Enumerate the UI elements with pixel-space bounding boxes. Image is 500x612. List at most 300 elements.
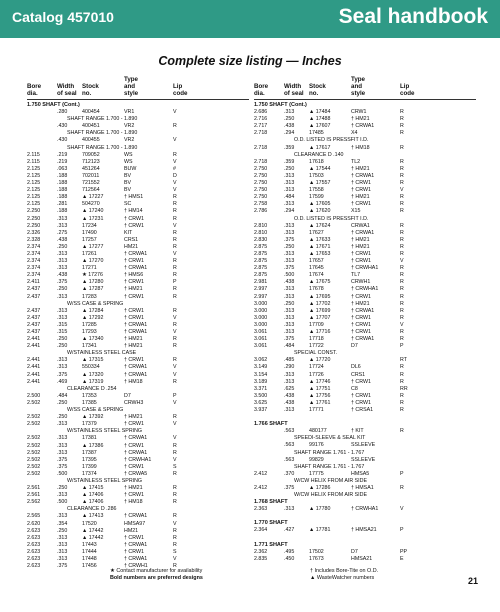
stock-cell: ▲ 17756 xyxy=(309,392,331,399)
width-cell: .313 xyxy=(57,421,68,428)
bore-cell: 3.061 xyxy=(254,336,268,343)
type-cell: † CRWHA1 xyxy=(351,286,379,293)
header-lip: Lip code xyxy=(173,83,188,97)
bore-cell: 2.502 xyxy=(27,435,41,442)
width-cell: .313 xyxy=(284,407,295,414)
table-row xyxy=(254,286,476,293)
type-cell: VR2 xyxy=(124,137,135,144)
table-row xyxy=(27,294,249,301)
table-row xyxy=(27,180,249,187)
stock-cell: 17448 xyxy=(82,556,97,562)
width-cell: .063 xyxy=(57,165,68,172)
lip-code-cell: V xyxy=(173,250,177,257)
header-width: Width of seal xyxy=(57,83,77,97)
note-text: W/STAINLESS STEEL SPRING xyxy=(67,477,143,484)
table-row xyxy=(27,336,249,343)
bore-cell: 2.374 xyxy=(27,258,41,265)
lip-code-cell: R xyxy=(173,307,177,314)
type-cell: WS xyxy=(124,158,133,165)
shaft-section-heading xyxy=(254,499,476,506)
stock-cell: 17673 xyxy=(309,555,324,562)
table-row xyxy=(27,492,249,499)
lip-code-cell: # xyxy=(173,165,176,172)
bore-cell: 2.441 xyxy=(27,364,41,371)
bore-cell: 2.125 xyxy=(27,201,41,208)
table-row xyxy=(254,265,476,272)
lip-code-cell: R xyxy=(173,123,177,130)
lip-code-cell: V xyxy=(173,158,177,165)
table-row xyxy=(254,322,476,329)
type-cell: † CRWA1 xyxy=(124,364,148,371)
note-text: SHAFT RANGE 1.761 - 1.767 xyxy=(294,463,365,470)
stock-cell: 17775 xyxy=(309,470,324,477)
bore-cell: 2.502 xyxy=(27,421,41,428)
lip-code-cell: R xyxy=(173,534,177,541)
bore-cell: 3.149 xyxy=(254,364,268,371)
lip-code-cell: P xyxy=(400,527,404,534)
bore-cell: 2.437 xyxy=(27,286,41,293)
width-cell: .313 xyxy=(284,321,295,328)
stock-cell: ▲ 17320 xyxy=(82,371,104,378)
width-cell: .313 xyxy=(57,258,68,265)
type-cell: SSLEEVE xyxy=(351,456,376,463)
width-cell: .250 xyxy=(57,414,68,421)
type-cell: † CRW1 xyxy=(351,293,371,300)
type-cell: † CRWA5 xyxy=(124,470,148,477)
bore-cell: 2.623 xyxy=(27,548,41,555)
lip-code-cell: R xyxy=(173,343,177,350)
lip-code-cell: R xyxy=(173,215,177,222)
width-cell: .281 xyxy=(57,201,68,208)
bore-cell: 2.500 xyxy=(27,392,41,399)
type-cell: BV xyxy=(124,180,132,187)
legend-wastewatcher: ▲ WasteWatcher numbers xyxy=(310,575,375,581)
table-row xyxy=(27,208,249,215)
width-cell: .294 xyxy=(284,208,295,215)
stock-cell: ▲ 17781 xyxy=(309,527,331,534)
bore-cell: 2.437 xyxy=(27,314,41,321)
width-cell: .313 xyxy=(284,286,295,293)
header-stock: Stock no. xyxy=(309,83,326,97)
lip-code-cell: V xyxy=(173,399,177,406)
header-width: Width of seal xyxy=(284,83,304,97)
blank-spacer xyxy=(254,513,476,520)
table-row xyxy=(254,506,476,513)
lip-code-cell: R xyxy=(173,201,177,208)
note-text: SHAFT RANGE 1.700 - 1.890 xyxy=(67,130,138,137)
lip-code-cell: R xyxy=(400,307,404,314)
table-row xyxy=(254,244,476,251)
stock-cell: 17726 xyxy=(309,371,324,378)
type-cell: † CRWA1 xyxy=(124,541,148,548)
type-cell: BV xyxy=(124,187,132,194)
lip-code-cell: R xyxy=(173,272,177,279)
stock-cell: 17724 xyxy=(309,364,324,371)
stock-cell: 17456 xyxy=(82,563,97,570)
type-cell: † CRW1 xyxy=(351,321,371,328)
type-cell: † CRW1 xyxy=(351,187,371,194)
type-cell: † CRW1 xyxy=(124,258,144,265)
width-cell: .430 xyxy=(57,123,68,130)
stock-cell: 17444 xyxy=(82,548,97,555)
width-cell: .313 xyxy=(57,435,68,442)
lip-code-cell: R xyxy=(400,201,404,208)
table-row xyxy=(27,194,249,201)
stock-cell: 17374 xyxy=(82,470,97,477)
type-cell: CRWH3 xyxy=(124,399,144,406)
type-cell: † HM21 xyxy=(351,194,370,201)
bore-cell: 2.750 xyxy=(254,165,268,172)
type-cell: SC xyxy=(124,201,132,208)
width-cell: .313 xyxy=(57,449,68,456)
table-row xyxy=(254,159,476,166)
note-text: W/CW HELIX FROM AIR SIDE xyxy=(294,492,367,499)
lip-code-cell: V xyxy=(173,180,177,187)
column-header xyxy=(254,70,476,100)
width-cell: .375 xyxy=(57,279,68,286)
type-cell: † CRWA1 xyxy=(351,336,375,343)
type-cell: † CRWA1 xyxy=(124,513,148,520)
width-cell: .427 xyxy=(284,527,295,534)
stock-cell: 17709 xyxy=(309,321,324,328)
stock-cell: 17387 xyxy=(82,449,97,456)
table-row xyxy=(254,556,476,563)
type-cell: † HM21 xyxy=(124,336,143,343)
width-cell: .438 xyxy=(284,392,295,399)
bore-cell: 2.250 xyxy=(27,222,41,229)
width-cell: .500 xyxy=(57,470,68,477)
table-row xyxy=(27,414,249,421)
type-cell: † CRW1 xyxy=(124,463,144,470)
bore-cell: 3.371 xyxy=(254,385,268,392)
type-cell: TL7 xyxy=(351,272,361,279)
lip-code-cell: V xyxy=(173,421,177,428)
width-cell: .359 xyxy=(284,158,295,165)
bore-cell: 2.374 xyxy=(27,250,41,257)
type-cell: † HM21 xyxy=(124,343,143,350)
bore-cell: 2.561 xyxy=(27,485,41,492)
lip-code-cell: P xyxy=(400,343,404,350)
header-stock: Stock no. xyxy=(82,83,99,97)
table-row xyxy=(27,535,249,542)
lip-code-cell: R xyxy=(173,513,177,520)
width-cell: .375 xyxy=(57,371,68,378)
bore-cell: 3.189 xyxy=(254,378,268,385)
bore-cell: 2.374 xyxy=(27,243,41,250)
table-row xyxy=(27,379,249,386)
bore-cell: 2.125 xyxy=(27,172,41,179)
lip-code-cell: R xyxy=(400,180,404,187)
table-row xyxy=(27,173,249,180)
table-row xyxy=(254,400,476,407)
table-row xyxy=(27,450,249,457)
type-cell: HMSA5 xyxy=(351,470,370,477)
bore-cell: 2.997 xyxy=(254,293,268,300)
row-note xyxy=(27,350,249,357)
type-cell: X15 xyxy=(351,208,361,215)
lip-code-cell: V xyxy=(400,258,404,265)
lip-code-cell: R xyxy=(173,321,177,328)
bore-cell: 2.810 xyxy=(254,222,268,229)
width-cell: .375 xyxy=(284,265,295,272)
type-cell: † CRW1 xyxy=(124,442,144,449)
table-row xyxy=(254,407,476,414)
bore-cell: 2.125 xyxy=(27,194,41,201)
type-cell: † HMS1 xyxy=(124,194,144,201)
bore-cell: 2.412 xyxy=(254,484,268,491)
width-cell: .250 xyxy=(284,116,295,123)
table-row xyxy=(254,201,476,208)
type-cell: † CRW1 xyxy=(351,201,371,208)
bore-cell: 3.062 xyxy=(254,357,268,364)
type-cell: † HM14 xyxy=(124,208,143,215)
table-row xyxy=(27,485,249,492)
width-cell: .313 xyxy=(57,314,68,321)
stock-cell: ▲ 17231 xyxy=(82,215,104,222)
width-cell: .188 xyxy=(57,172,68,179)
row-note xyxy=(27,145,249,152)
width-cell: .313 xyxy=(284,229,295,236)
stock-cell: ▲ 17675 xyxy=(309,279,331,286)
table-row xyxy=(27,223,249,230)
type-cell: † CRW1 xyxy=(351,314,371,321)
stock-cell: 17520 xyxy=(82,520,97,527)
row-note xyxy=(27,301,249,308)
right-column xyxy=(254,70,476,563)
shaft-section-heading xyxy=(254,542,476,549)
bore-cell: 2.623 xyxy=(27,541,41,548)
table-row xyxy=(254,485,476,492)
stock-cell: 17443 xyxy=(82,541,97,548)
type-cell: CRWH1 xyxy=(351,279,371,286)
width-cell: .500 xyxy=(57,499,68,506)
stock-cell: ▲ 17386 xyxy=(82,442,104,449)
table-row xyxy=(254,471,476,478)
type-cell: VR2 xyxy=(124,123,135,130)
width-cell: .188 xyxy=(57,180,68,187)
bore-cell: 3.500 xyxy=(254,392,268,399)
type-cell: † CRW1 xyxy=(124,314,144,321)
width-cell: .438 xyxy=(57,236,68,243)
lip-code-cell: R xyxy=(400,392,404,399)
type-cell: † CRWA1 xyxy=(124,265,148,272)
stock-cell: ▲ 17415 xyxy=(82,485,104,492)
row-note xyxy=(254,216,476,223)
lip-code-cell: R xyxy=(173,492,177,499)
width-cell: .313 xyxy=(57,293,68,300)
stock-cell: 17381 xyxy=(82,435,97,442)
width-cell: .250 xyxy=(284,243,295,250)
lip-code-cell: R xyxy=(400,484,404,491)
type-cell: † CRW1 xyxy=(351,250,371,257)
stock-cell: 17718 xyxy=(309,336,324,343)
bore-cell: 2.502 xyxy=(27,442,41,449)
width-cell: .250 xyxy=(57,336,68,343)
type-cell: DL6 xyxy=(351,364,361,371)
table-row xyxy=(27,393,249,400)
table-row xyxy=(27,400,249,407)
bore-cell: 2.502 xyxy=(27,470,41,477)
lip-code-cell: V xyxy=(173,520,177,527)
bore-cell: 2.441 xyxy=(27,336,41,343)
table-row xyxy=(27,244,249,251)
lip-code-cell: R xyxy=(173,336,177,343)
row-note xyxy=(254,492,476,499)
section-label: 1.770 SHAFT xyxy=(254,520,288,527)
stock-cell: ▲ 17292 xyxy=(82,314,104,321)
stock-cell: ▲ 17286 xyxy=(309,484,331,491)
bore-cell: 2.125 xyxy=(27,180,41,187)
width-cell: .313 xyxy=(57,250,68,257)
blank-spacer xyxy=(254,414,476,421)
lip-code-cell: R xyxy=(173,449,177,456)
type-cell: † HM21 xyxy=(124,286,143,293)
stock-cell: 17674 xyxy=(309,272,324,279)
bore-cell: 2.750 xyxy=(254,180,268,187)
type-cell: † CRW1 xyxy=(351,180,371,187)
table-row xyxy=(254,194,476,201)
bore-cell: 3.000 xyxy=(254,300,268,307)
type-cell: TL2 xyxy=(351,158,361,165)
width-cell: .250 xyxy=(57,527,68,534)
type-cell: † CRW1 xyxy=(124,215,144,222)
shaft-section-heading xyxy=(27,102,249,109)
bore-cell: 2.441 xyxy=(27,343,41,350)
bore-cell: 3.061 xyxy=(254,343,268,350)
stock-cell: 17645 xyxy=(309,265,324,272)
shaft-section-heading xyxy=(254,421,476,428)
page-number: 21 xyxy=(468,576,479,586)
lip-code-cell: R xyxy=(400,130,404,137)
width-cell: .313 xyxy=(284,293,295,300)
catalog-number: Catalog 457010 xyxy=(12,9,114,25)
bore-cell: 2.328 xyxy=(27,236,41,243)
width-cell: .313 xyxy=(284,314,295,321)
stock-cell: ▲ 17406 xyxy=(82,499,104,506)
width-cell: .313 xyxy=(284,201,295,208)
lip-code-cell: R xyxy=(400,172,404,179)
stock-cell: ▲ 17720 xyxy=(309,357,331,364)
shaft-section-heading xyxy=(254,102,476,109)
handbook-title: Seal handbook xyxy=(338,5,488,28)
stock-cell: ▲ 17315 xyxy=(82,357,104,364)
stock-cell: 17503 xyxy=(309,172,324,179)
table-row xyxy=(27,471,249,478)
table-row xyxy=(254,180,476,187)
stock-cell: ▲ 17653 xyxy=(309,250,331,257)
stock-cell: ▲ 17284 xyxy=(82,307,104,314)
stock-cell: ▲ 17270 xyxy=(82,258,104,265)
row-note xyxy=(27,407,249,414)
type-cell: BUW xyxy=(124,165,137,172)
lip-code-cell: D xyxy=(173,172,177,179)
stock-cell: ▲ 17488 xyxy=(309,116,331,123)
lip-code-cell: S xyxy=(173,463,177,470)
width-cell: .495 xyxy=(284,548,295,555)
table-row xyxy=(254,315,476,322)
left-column xyxy=(27,70,249,570)
type-cell: † CRWA1 xyxy=(124,329,148,335)
row-note xyxy=(254,464,476,471)
lip-code-cell: V xyxy=(173,329,177,335)
stock-cell: 99176 xyxy=(309,442,324,449)
type-cell: CRS1 xyxy=(351,371,366,378)
table-row xyxy=(27,216,249,223)
table-row xyxy=(254,393,476,400)
lip-code-cell: R xyxy=(400,336,404,343)
bore-cell: 2.686 xyxy=(254,109,268,116)
stock-cell: 504270 xyxy=(82,201,100,208)
stock-cell: ▲ 17620 xyxy=(309,208,331,215)
stock-cell: ▲ 17617 xyxy=(309,144,331,151)
bore-cell: 2.830 xyxy=(254,236,268,243)
width-cell: .313 xyxy=(284,250,295,257)
width-cell: .313 xyxy=(57,357,68,364)
stock-cell: 712123 xyxy=(82,158,100,165)
row-note xyxy=(254,152,476,159)
row-note xyxy=(254,350,476,357)
table-row xyxy=(254,223,476,230)
type-cell: VR1 xyxy=(124,109,135,116)
type-cell: † CRWH1 xyxy=(124,563,148,570)
lip-code-cell: R xyxy=(400,236,404,243)
stock-cell: ▲ 17707 xyxy=(309,314,331,321)
type-cell: CRWA1 xyxy=(351,222,370,229)
lip-code-cell: PP xyxy=(400,548,408,555)
lip-code-cell: R xyxy=(400,378,404,385)
table-row xyxy=(254,237,476,244)
table-row xyxy=(27,464,249,471)
table-row xyxy=(254,343,476,350)
bore-cell: 2.125 xyxy=(27,165,41,172)
stock-cell: ▲ 17671 xyxy=(309,243,331,250)
table-row xyxy=(254,336,476,343)
bore-cell: 2.716 xyxy=(254,116,268,123)
type-cell: † CRW1 xyxy=(351,378,371,385)
width-cell: .313 xyxy=(57,556,68,562)
footer-right xyxy=(310,568,378,582)
lip-code-cell: V xyxy=(400,187,404,194)
bore-cell: 2.875 xyxy=(254,250,268,257)
table-row xyxy=(254,279,476,286)
width-cell: .290 xyxy=(284,364,295,371)
stock-cell: ▲ 17392 xyxy=(82,414,104,421)
width-cell: .484 xyxy=(284,343,295,350)
width-cell: .313 xyxy=(284,180,295,187)
type-cell: † CRW1 xyxy=(124,492,144,499)
stock-cell: 17261 xyxy=(82,250,97,257)
stock-cell: ▲ 17277 xyxy=(82,243,104,250)
lip-code-cell: R xyxy=(400,371,404,378)
bore-cell: 2.326 xyxy=(27,229,41,236)
section-label: 1.750 SHAFT (Cont.) xyxy=(254,102,307,108)
bore-cell: 2.437 xyxy=(27,329,41,335)
note-text: SHAFT RANGE 1.700 - 1.890 xyxy=(67,116,138,123)
width-cell: .313 xyxy=(284,307,295,314)
lip-code-cell: R xyxy=(400,272,404,279)
stock-cell: ▲ 17699 xyxy=(309,307,331,314)
type-cell: † HMSA21 xyxy=(351,527,377,534)
bore-cell: 2.115 xyxy=(27,158,40,165)
lip-code-cell: R xyxy=(173,414,177,421)
lip-code-cell: R xyxy=(173,470,177,477)
width-cell: .313 xyxy=(284,371,295,378)
note-text: W/SS CASE & SPRING xyxy=(67,300,124,307)
legend-contact: ★ Contact manufacturer for availability xyxy=(110,568,203,574)
type-cell: † CRW1 xyxy=(124,279,144,286)
type-cell: D7 xyxy=(351,548,358,555)
type-cell: WS xyxy=(124,151,133,158)
